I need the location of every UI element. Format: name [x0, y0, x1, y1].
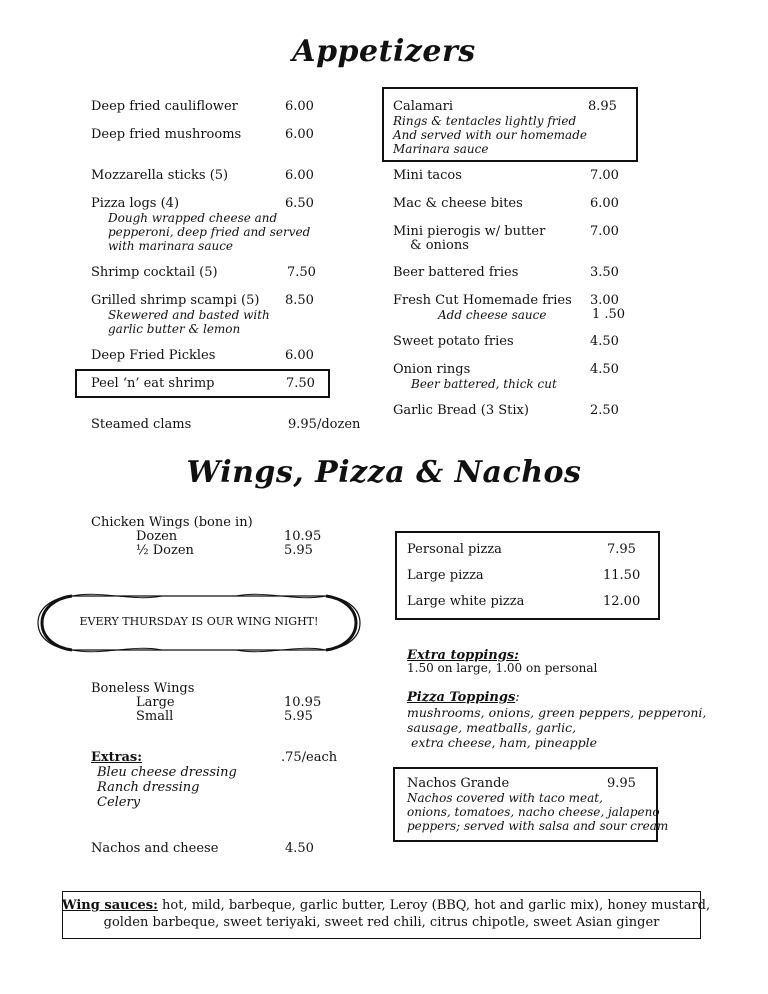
menu-item-name: Pizza logs (4) [91, 196, 180, 211]
extra-item: Celery [97, 795, 141, 810]
menu-item-name-cont: & onions [410, 238, 469, 253]
menu-item-price: 8.50 [285, 293, 314, 308]
menu-item-price: 7.00 [590, 168, 619, 183]
extra-item: Bleu cheese dressing [97, 765, 237, 780]
extra-item: Ranch dressing [97, 780, 200, 795]
menu-item-name: Grilled shrimp scampi (5) [91, 293, 260, 308]
pizza-price: 7.95 [607, 542, 636, 557]
menu-item-name: Sweet potato fries [393, 334, 514, 349]
appetizers-title: Appetizers [292, 34, 476, 69]
nachos-grande-price: 9.95 [607, 776, 636, 791]
nachos-grande-name: Nachos Grande [407, 776, 510, 791]
menu-item-name: Deep fried cauliflower [91, 99, 238, 114]
menu-item-price: 6.00 [590, 196, 619, 211]
menu-item-price: 1 .50 [592, 307, 626, 322]
wing-sauces-line-2: golden barbeque, sweet teriyaki, sweet red chili, citrus chipotle, sweet Asian ginger [103, 915, 660, 930]
menu-item-price: 3.00 [590, 293, 619, 308]
menu-item-name: Shrimp cocktail (5) [91, 265, 218, 280]
menu-item-price: 4.50 [590, 362, 619, 377]
wing-price: 10.95 [284, 695, 322, 710]
menu-item-price: 4.50 [590, 334, 619, 349]
wing-price: 5.95 [284, 709, 313, 724]
menu-item-name: Steamed clams [91, 417, 192, 432]
menu-item-price: 3.50 [590, 265, 619, 280]
nachos-cheese-name: Nachos and cheese [91, 841, 219, 856]
menu-item-desc: Dough wrapped cheese and [108, 211, 278, 225]
menu-item-name: Calamari [393, 99, 454, 114]
menu-item-price: 2.50 [590, 403, 619, 418]
wing-size: Small [136, 709, 174, 724]
pizza-toppings-label: Pizza Toppings [407, 690, 516, 705]
menu-item-desc: with marinara sauce [108, 239, 234, 253]
pizza-toppings-heading [407, 690, 520, 705]
menu-item-price: 9.95/dozen [288, 417, 361, 432]
extras-price: .75/each [281, 750, 338, 765]
menu-item-name: Onion rings [393, 362, 471, 377]
menu-item-price: 6.00 [285, 348, 314, 363]
pizza-name: Large white pizza [407, 594, 525, 609]
pizza-toppings-line: extra cheese, ham, pineapple [407, 735, 598, 750]
wing-sauces-label: Wing sauces: [62, 898, 158, 913]
extra-toppings-text: 1.50 on large, 1.00 on personal [407, 661, 598, 675]
menu-item-desc: Beer battered, thick cut [411, 377, 557, 391]
menu-item-name: Mini pierogis w/ butter [393, 224, 546, 239]
menu-item-desc: Marinara sauce [393, 142, 489, 156]
menu-item-name: Deep fried mushrooms [91, 127, 242, 142]
extras-label: Extras: [91, 750, 143, 765]
chicken-wings-name: Chicken Wings (bone in) [91, 515, 253, 530]
menu-item-price: 6.50 [285, 196, 314, 211]
menu-item-price: 8.95 [588, 99, 617, 114]
pizza-name: Personal pizza [407, 542, 502, 557]
pizza-toppings-line: mushrooms, onions, green peppers, pepperoni, [407, 705, 707, 720]
menu-item-name: Fresh Cut Homemade fries [393, 293, 572, 308]
menu-item-desc: garlic butter & lemon [108, 322, 241, 336]
menu-item-price: 6.00 [285, 99, 314, 114]
wing-night-banner: EVERY THURSDAY IS OUR WING NIGHT! [79, 615, 319, 628]
boneless-wings-name: Boneless Wings [91, 681, 195, 696]
menu-item-name: Mac & cheese bites [393, 196, 523, 211]
pizza-toppings-line: sausage, meatballs, garlic, [407, 720, 577, 735]
wing-sauces-line-1 [62, 898, 711, 913]
menu-item-name: Deep Fried Pickles [91, 348, 216, 363]
nachos-grande-desc: Nachos covered with taco meat, [407, 791, 603, 805]
wings-title: Wings, Pizza & Nachos [186, 455, 582, 490]
wing-size: ½ Dozen [136, 543, 194, 558]
menu-item-desc: Rings & tentacles lightly fried [393, 114, 577, 128]
pizza-price: 12.00 [603, 594, 641, 609]
menu-item-desc: Add cheese sauce [438, 308, 547, 322]
menu-item-price: 6.00 [285, 127, 314, 142]
menu-item-desc: pepperoni, deep fried and served [108, 225, 311, 239]
menu-item-name: Mozzarella sticks (5) [91, 168, 229, 183]
menu-item-price: 7.50 [287, 265, 316, 280]
wing-size: Dozen [136, 529, 178, 544]
wing-price: 10.95 [284, 529, 322, 544]
menu-item-price: 7.00 [590, 224, 619, 239]
wing-size: Large [136, 695, 175, 710]
menu-item-desc: Skewered and basted with [108, 308, 270, 322]
pizza-toppings-colon: : [515, 690, 520, 705]
menu-item-name: Peel ‘n’ eat shrimp [91, 376, 215, 391]
menu-item-name: Mini tacos [393, 168, 462, 183]
nachos-grande-desc: onions, tomatoes, nacho cheese, jalapeno [407, 805, 660, 819]
extra-toppings-label: Extra toppings: [407, 648, 519, 663]
pizza-price: 11.50 [603, 568, 641, 583]
nachos-cheese-price: 4.50 [285, 841, 314, 856]
nachos-grande-desc: peppers; served with salsa and sour cream [407, 819, 669, 833]
menu-item-name: Garlic Bread (3 Stix) [393, 403, 529, 418]
pizza-name: Large pizza [407, 568, 484, 583]
menu-item-price: 7.50 [286, 376, 315, 391]
menu-item-desc: And served with our homemade [393, 128, 587, 142]
wing-price: 5.95 [284, 543, 313, 558]
menu-item-name: Beer battered fries [393, 265, 519, 280]
menu-item-price: 6.00 [285, 168, 314, 183]
wing-sauces-text: hot, mild, barbeque, garlic butter, Leroy (BBQ, hot and garlic mix), honey mustard, [157, 898, 711, 913]
